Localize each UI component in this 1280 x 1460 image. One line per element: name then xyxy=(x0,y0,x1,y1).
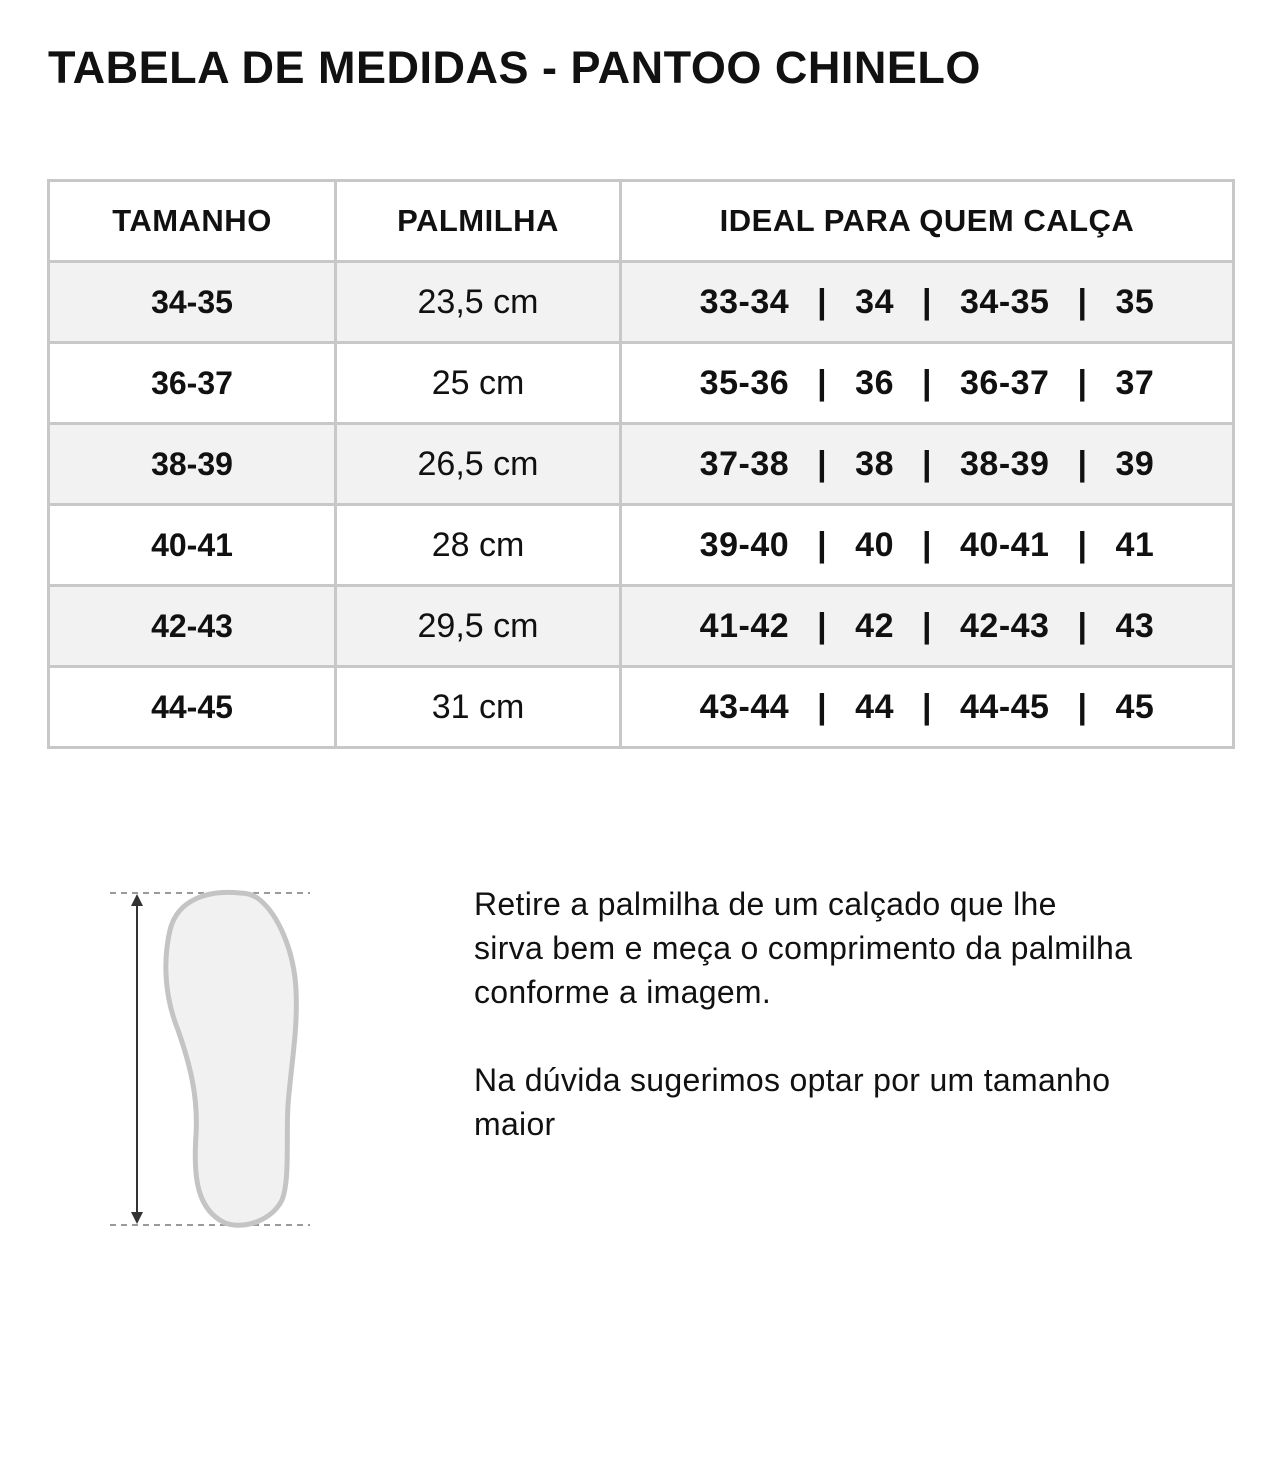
insole-cell: 25 cm xyxy=(336,343,621,424)
size-cell: 36-37 xyxy=(49,343,336,424)
ideal-value: 44-45 xyxy=(960,687,1050,726)
ideal-value: 41 xyxy=(1115,525,1155,564)
ideal-value: 35-36 xyxy=(699,363,790,402)
size-cell: 38-39 xyxy=(49,424,336,505)
header-insole: PALMILHA xyxy=(336,181,621,262)
ideal-value: 34 xyxy=(855,282,894,321)
ideal-cell xyxy=(621,262,1234,343)
header-size: TAMANHO xyxy=(49,181,336,262)
separator: | xyxy=(1077,363,1088,402)
insole-cell: 23,5 cm xyxy=(336,262,621,343)
separator: | xyxy=(1077,525,1088,564)
separator: | xyxy=(1077,687,1088,726)
size-table xyxy=(47,179,1235,749)
table-row xyxy=(49,343,1234,424)
ideal-value: 42 xyxy=(855,606,894,645)
separator: | xyxy=(817,687,828,726)
insole-measurement-icon xyxy=(100,880,320,1240)
ideal-value: 43-44 xyxy=(699,687,790,726)
ideal-cell xyxy=(621,343,1234,424)
separator: | xyxy=(1077,282,1088,321)
ideal-value: 38-39 xyxy=(960,444,1050,483)
instructions-paragraph-1: Retire a palmilha de um calçado que lhe sirva bem e meça o comprimento da palmilha conforme a imagem. xyxy=(474,886,1133,1010)
arrow-head-bottom xyxy=(131,1212,143,1224)
ideal-value: 41-42 xyxy=(699,606,790,645)
ideal-value: 33-34 xyxy=(699,282,790,321)
ideal-value: 43 xyxy=(1115,606,1155,645)
page-title: TABELA DE MEDIDAS - PANTOO CHINELO xyxy=(48,42,981,93)
insole-cell: 29,5 cm xyxy=(336,586,621,667)
instructions-paragraph-2: Na dúvida sugerimos optar por um tamanho maior xyxy=(474,1062,1111,1142)
arrow-head-top xyxy=(131,894,143,906)
separator: | xyxy=(921,525,932,564)
separator: | xyxy=(817,363,828,402)
ideal-cell xyxy=(621,667,1234,748)
table-row xyxy=(49,586,1234,667)
separator: | xyxy=(921,363,932,402)
size-cell: 34-35 xyxy=(49,262,336,343)
table-header-row xyxy=(49,181,1234,262)
table-row xyxy=(49,262,1234,343)
ideal-value: 40 xyxy=(855,525,894,564)
ideal-value: 40-41 xyxy=(960,525,1050,564)
ideal-value: 37-38 xyxy=(699,444,790,483)
ideal-value: 38 xyxy=(855,444,894,483)
ideal-value: 36 xyxy=(855,363,894,402)
table-row xyxy=(49,424,1234,505)
ideal-value: 44 xyxy=(855,687,894,726)
ideal-cell xyxy=(621,586,1234,667)
insole-shape xyxy=(166,892,297,1225)
separator: | xyxy=(1077,444,1088,483)
insole-cell: 26,5 cm xyxy=(336,424,621,505)
separator: | xyxy=(921,606,932,645)
table-row xyxy=(49,667,1234,748)
size-cell: 40-41 xyxy=(49,505,336,586)
size-cell: 44-45 xyxy=(49,667,336,748)
ideal-value: 39 xyxy=(1115,444,1155,483)
separator: | xyxy=(817,606,828,645)
header-ideal: IDEAL PARA QUEM CALÇA xyxy=(621,181,1234,262)
ideal-value: 45 xyxy=(1115,687,1155,726)
ideal-value: 37 xyxy=(1115,363,1155,402)
insole-cell: 31 cm xyxy=(336,667,621,748)
ideal-cell xyxy=(621,505,1234,586)
separator: | xyxy=(817,444,828,483)
ideal-value: 34-35 xyxy=(960,282,1050,321)
ideal-cell xyxy=(621,424,1234,505)
instructions xyxy=(474,882,1134,1190)
ideal-value: 36-37 xyxy=(960,363,1050,402)
separator: | xyxy=(817,282,828,321)
separator: | xyxy=(921,444,932,483)
separator: | xyxy=(817,525,828,564)
separator: | xyxy=(1077,606,1088,645)
size-cell: 42-43 xyxy=(49,586,336,667)
ideal-value: 35 xyxy=(1115,282,1155,321)
table-row xyxy=(49,505,1234,586)
separator: | xyxy=(921,282,932,321)
ideal-value: 39-40 xyxy=(699,525,790,564)
insole-cell: 28 cm xyxy=(336,505,621,586)
ideal-value: 42-43 xyxy=(960,606,1050,645)
separator: | xyxy=(921,687,932,726)
